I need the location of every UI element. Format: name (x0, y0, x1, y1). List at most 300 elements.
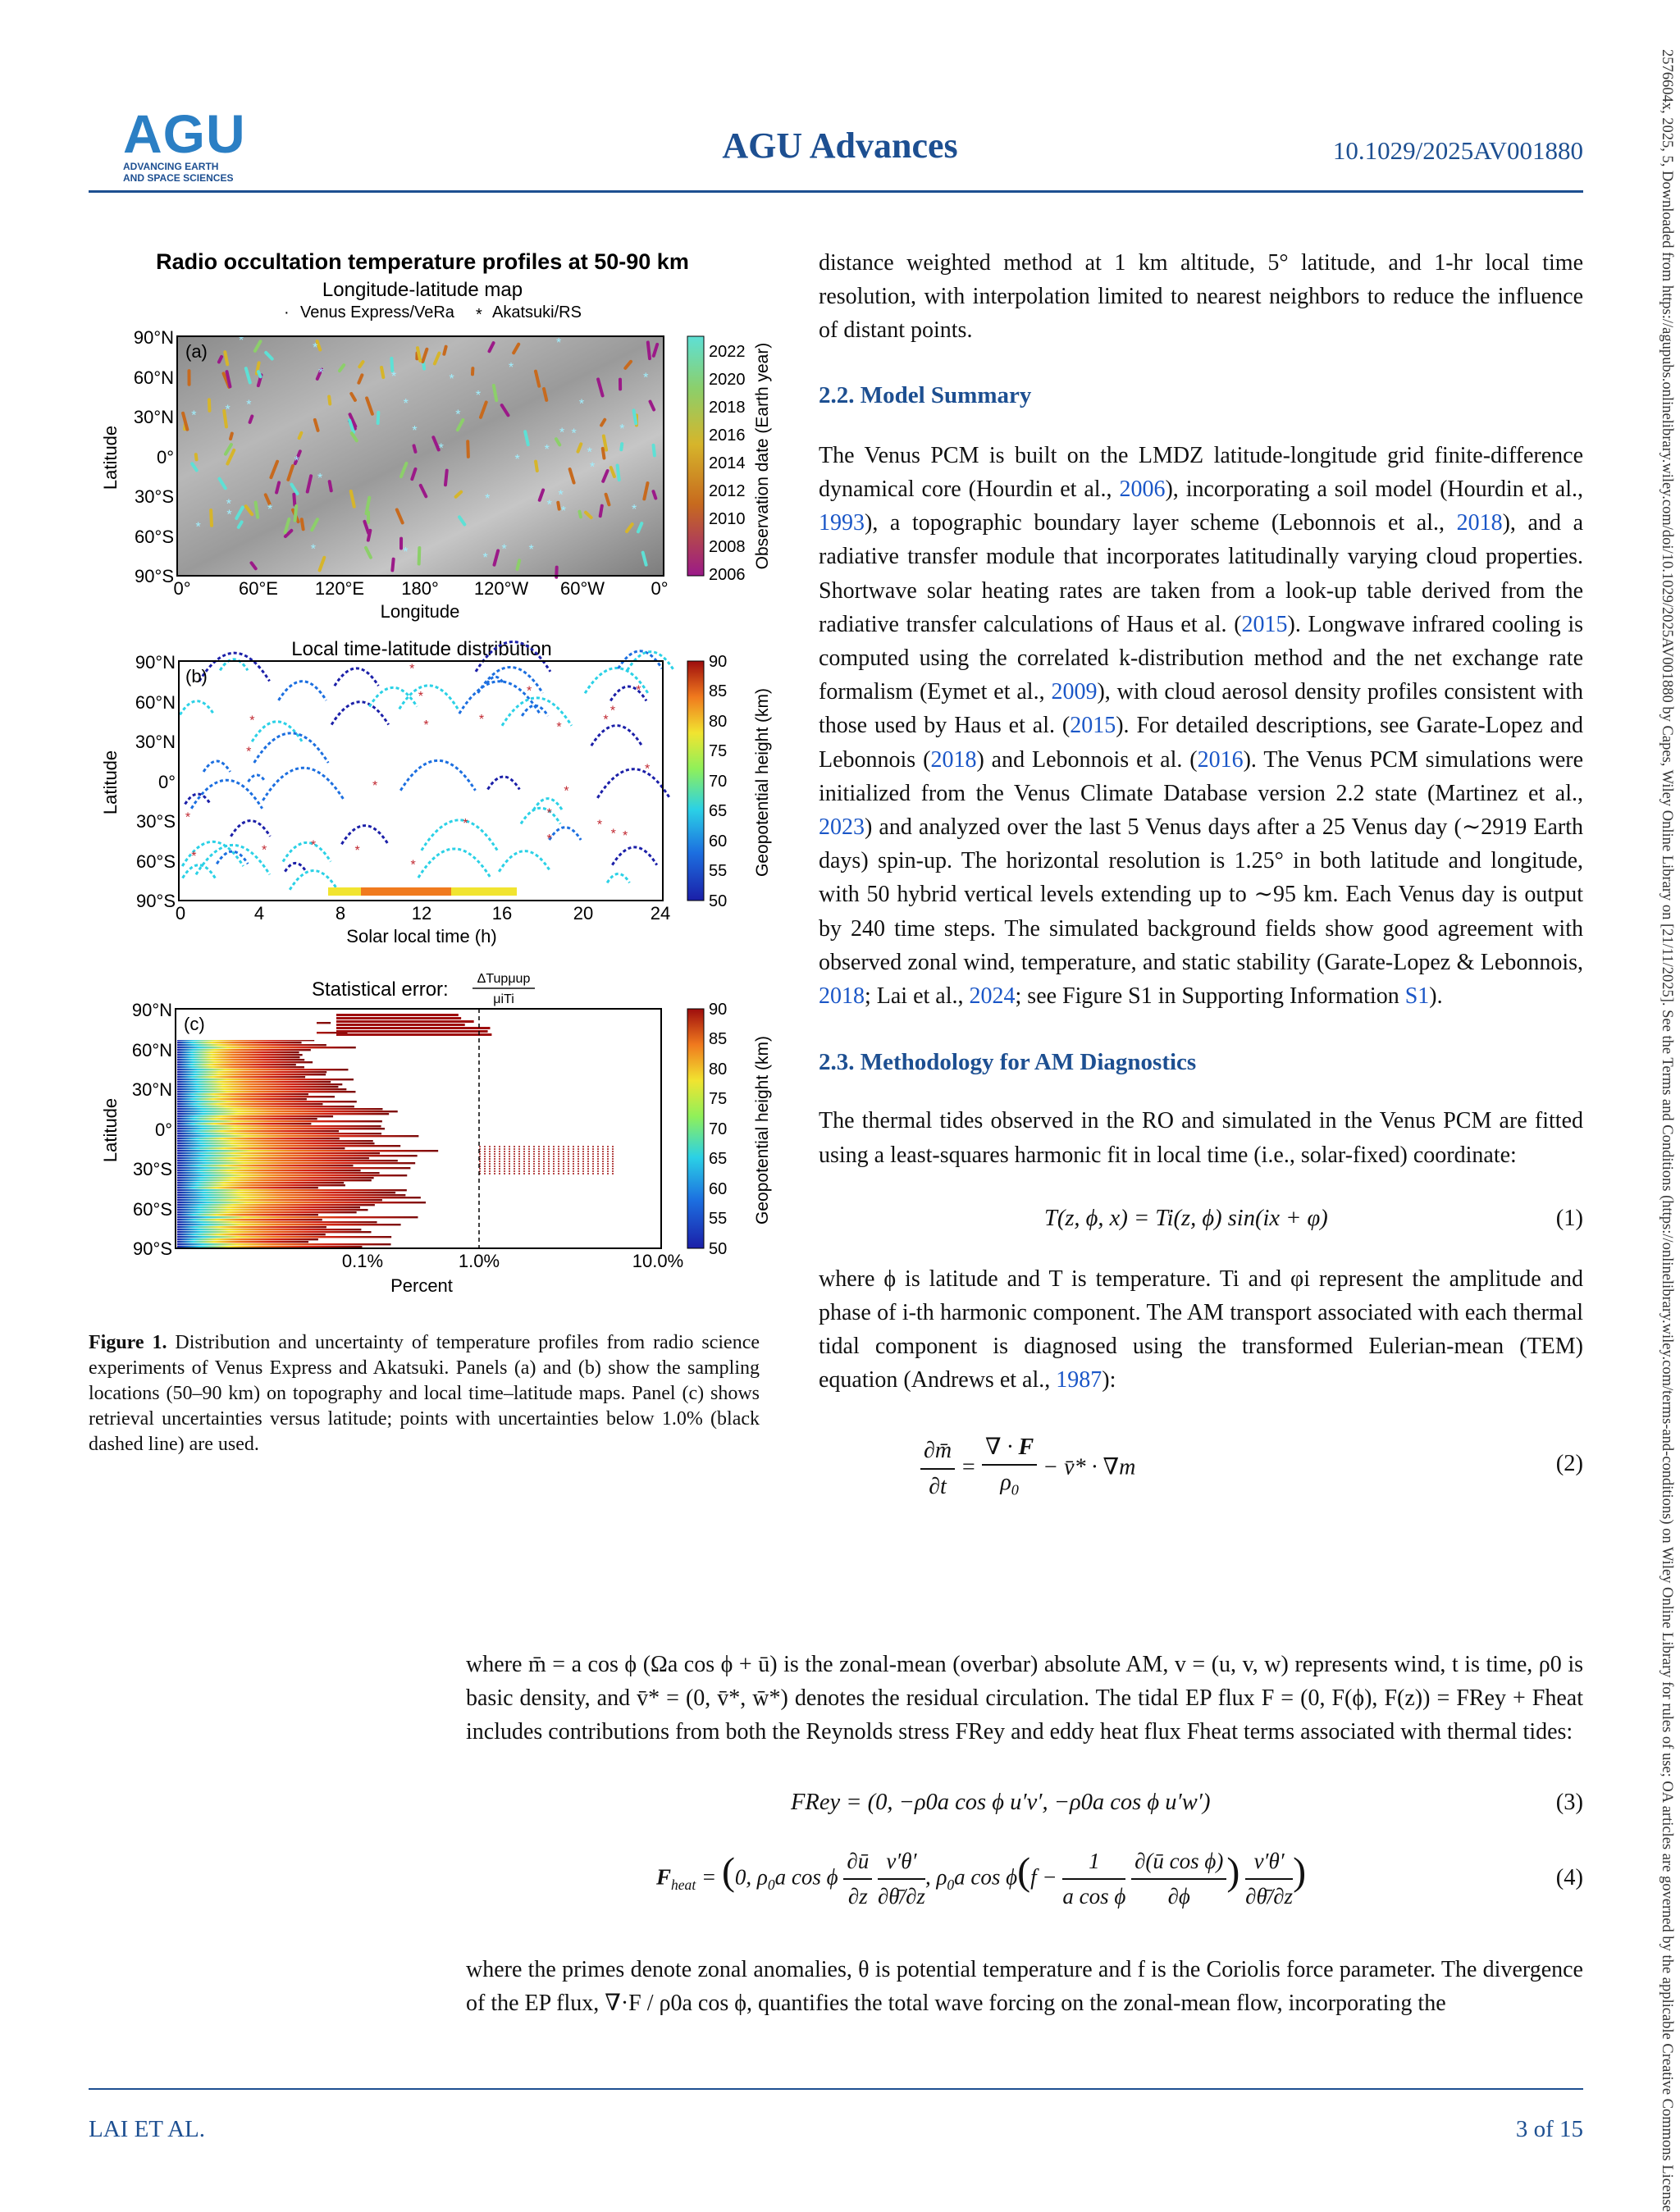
panel-a-star: * (294, 454, 299, 468)
journal-title: AGU Advances (0, 125, 1680, 166)
figure-title: Radio occultation temperature profiles at 50-90 km (156, 249, 689, 274)
panel-b-star: * (636, 683, 641, 697)
panel-c-row (177, 1071, 326, 1073)
panel-c-row (177, 1179, 372, 1181)
panel-b-ytick: 90°S (136, 891, 176, 911)
panel-c-row (177, 1204, 375, 1206)
panel-a-star: * (561, 504, 566, 518)
panel-a-track (209, 399, 210, 410)
panel-c-row (177, 1108, 382, 1110)
panel-c-row (177, 1098, 307, 1100)
paragraph-ep-divergence: where the primes denote zonal anomalies, θ is potential temperature and f is the Coriolis force parameter. The divergence of the EP flux, ∇·F / ρ0a cos ϕ, quantifies the total wave forcing on the zonal-mean flow, incorporating the (466, 1953, 1583, 2020)
panel-c-xtick: 10.0% (632, 1251, 683, 1271)
panel-a-cbar-tick: 2006 (709, 566, 746, 584)
panel-c-row (177, 1197, 421, 1198)
panel-c-polar-row (336, 1014, 459, 1016)
panel-b-star: * (262, 844, 267, 858)
panel-c-row (177, 1167, 410, 1169)
panel-c-subtitle-den: μiTi (493, 992, 514, 1006)
panel-c-ytick: 60°S (133, 1199, 172, 1220)
panel-c-row (177, 1172, 380, 1174)
panel-b-star: * (556, 721, 561, 735)
panel-c-row (177, 1133, 381, 1134)
doi-link[interactable]: 10.1029/2025AV001880 (1333, 136, 1583, 166)
citation-link[interactable]: 2023 (819, 814, 865, 840)
panel-c-colorbar-ticks (709, 1001, 727, 1258)
panel-a-star: * (226, 497, 231, 511)
panel-a-ytick: 0° (157, 447, 174, 467)
caption-text: Distribution and uncertainty of temperature profiles from radio science experiments of Venus Express and Akatsuki. Panels (a) and (b) show the sampling locations (50–90 km) on topography and local time–latitude maps. Panel (c) shows retrieval uncertainties versus latitude; points with uncertainties below 1.0% (black dashed line) are used. (89, 1332, 760, 1455)
panel-c-ytick: 30°S (133, 1159, 172, 1179)
panel-b-xtick: 0 (176, 903, 185, 924)
paragraph-harmonic-fit: The thermal tides observed in the RO and simulated in the Venus PCM are fitted using a least-squares harmonic fit in local time (i.e., solar-fixed) coordinate: (819, 1104, 1583, 1171)
panel-a-xtick: 120°E (315, 578, 364, 599)
panel-b-cbar-tick: 75 (709, 742, 727, 760)
citation-link[interactable]: 2006 (1119, 477, 1165, 502)
panel-a-star: * (191, 409, 196, 423)
panel-a-track (648, 342, 650, 358)
panel-a-subtitle: Longitude-latitude map (322, 279, 523, 301)
panel-c-row (177, 1219, 322, 1220)
panel-c-row (177, 1086, 338, 1088)
panel-b-ytick: 30°S (136, 811, 176, 832)
panel-c-xtick: 1.0% (459, 1251, 500, 1271)
panel-c-row (177, 1106, 354, 1107)
panel-b-star: * (372, 779, 377, 793)
panel-c-row (177, 1241, 308, 1243)
panel-b-tag: (b) (185, 666, 208, 686)
paragraph-model-summary: The Venus PCM is built on the LMDZ latitude-longitude grid finite-difference dynamical core (Hourdin et al., 2006), incorporating a soil model (Hourdin et al., 1993), a topographic boundary layer scheme (Lebonnois et al., 2018), and a radiative transfer module that incorporates latitudinally varying cloud properties. Shortwave solar heating rates are taken from a look-up table derived from the radiative transfer calculations of Haus et al. (2015). Longwave infrared cooling is computed using the correlated k-distribution method and the net exchange rate formalism (Eymet et al., 2009), with cloud aerosol density profiles consistent with those used by Haus et al. (2015). For detailed descriptions, see Garate-Lopez and Lebonnois (2018) and Lebonnois et al. (2016). The Venus PCM simulations were initialized from the Venus Climate Database version 2.2 state (Martinez et al., 2023) and analyzed over the last 5 Venus days after a 25 Venus day (∼2919 Earth days) spin-up. The horizontal resolution is 1.25° in both latitude and longitude, with 50 hybrid vertical levels extending up to ∼95 km. Each Venus day is output by 240 time steps. The simulated background fields show good agreement with observed zonal wind, temperature, and static stability (Garate-Lopez & Lebonnois, 2018; Lai et al., 2024; see Figure S1 in Supporting Information S1). (819, 439, 1583, 1013)
panel-a-track (250, 416, 253, 422)
panel-a-track (419, 548, 420, 564)
panel-c-row (177, 1069, 348, 1070)
panel-a-star: * (509, 361, 514, 375)
panel-a-map (177, 334, 664, 577)
panel-a-star: * (317, 472, 322, 486)
panel-a-track (381, 367, 383, 377)
panel-c-cbar-tick: 80 (709, 1060, 727, 1079)
panel-a-track (653, 491, 655, 498)
panel-a-cbar-tick: 2012 (709, 482, 746, 500)
full-width-text (466, 1648, 1583, 2020)
equation-2-number: (2) (1556, 1447, 1583, 1480)
panel-a-star: * (572, 426, 577, 440)
panel-a-legend-vera: Venus Express/VeRa (300, 303, 455, 322)
panel-a-cbar-tick: 2008 (709, 538, 746, 556)
panel-c-row (177, 1152, 380, 1154)
footer-authors: LAI ET AL. (89, 2116, 205, 2143)
panel-a-star: * (559, 426, 564, 440)
panel-c-row (177, 1118, 317, 1120)
citation-link[interactable]: 2018 (819, 983, 865, 1009)
panel-c-row (177, 1182, 344, 1184)
panel-c-row (177, 1221, 377, 1223)
panel-c-row (177, 1157, 369, 1159)
panel-c-row (177, 1234, 326, 1235)
panel-c-row (177, 1140, 373, 1142)
panel-c-row (177, 1101, 357, 1102)
panel-b-xtick: 8 (336, 903, 345, 924)
panel-a-star: * (501, 542, 506, 556)
panel-b-ytick: 60°N (135, 692, 176, 713)
panel-a-track (634, 410, 637, 423)
panel-a-track (536, 462, 537, 471)
panel-a-track (414, 445, 416, 451)
panel-b-colorbar-ticks (709, 653, 727, 910)
panel-c-yticks (132, 1000, 172, 1259)
panel-c-row (177, 1088, 346, 1090)
panel-a-star: * (455, 408, 460, 422)
panel-a-track (603, 449, 605, 458)
panel-c-ytick: 0° (155, 1120, 172, 1140)
panel-c-row (177, 1206, 360, 1208)
panel-b-star: * (564, 784, 568, 798)
panel-a-star: * (267, 503, 272, 517)
panel-c-polar-row (336, 1030, 488, 1033)
panel-a-track (231, 434, 232, 439)
panel-b-band (361, 887, 451, 896)
panel-a-cbar-tick: 2020 (709, 371, 746, 389)
panel-b-ytick: 30°N (135, 732, 176, 752)
panel-a-colorbar-label: Observation date (Earth year) (753, 343, 772, 570)
citation-link[interactable]: 1993 (819, 510, 865, 536)
panel-a-ytick: 90°S (135, 566, 174, 586)
citation-link[interactable]: 2009 (1051, 679, 1097, 705)
equation-1-number: (1) (1556, 1202, 1583, 1235)
panel-c-row (177, 1096, 335, 1097)
panel-c-row (177, 1226, 326, 1228)
panel-c-row (177, 1051, 299, 1053)
panel-a-cbar-tick: 2014 (709, 454, 746, 472)
panel-b-star: * (246, 746, 251, 759)
panel-b-cbar-tick: 85 (709, 682, 727, 700)
panel-a-ytick: 60°S (135, 527, 174, 547)
panel-b-cbar-tick: 70 (709, 773, 727, 791)
panel-a-tag: (a) (185, 341, 208, 362)
panel-a-star: * (476, 389, 481, 403)
panel-b-colorbar (687, 661, 704, 901)
panel-a-track (211, 510, 212, 526)
figure-1-caption (89, 1330, 760, 1457)
panel-a-star: * (313, 341, 317, 355)
panel-a-xtick: 0° (173, 578, 190, 599)
equation-4-body: $F_{heat} = (0$, $\rho_0a$ cos ϕ $\frac{\partial ū}{\partial z}$ $\frac{v'\theta'}{\partial\thetā/\partial z}$ , $\rho_0a$ cos ϕ(f − $\frac{1}{\text{a cos ϕ}}$ $\frac{\text{∂(ū cos ϕ)}}{\partial\phi}$ ) $\frac{v'\theta'}{\partial\thetā/\partial z}$ ) (656, 1845, 1306, 1913)
panel-c-row (177, 1194, 405, 1196)
panel-c-row (177, 1081, 331, 1083)
panel-c-row (177, 1130, 339, 1132)
equation-2-body: $\frac{\partial m̄}{\partial t}$ = $\frac{\nabla \cdot F}{\rho_0}$ − v̄* · ∇m (920, 1430, 1135, 1507)
panel-a-xticks (173, 578, 668, 599)
panel-c-row (177, 1120, 382, 1122)
panel-c-ytick: 90°N (132, 1000, 172, 1020)
citation-link[interactable]: 2024 (970, 983, 1016, 1009)
panel-a-cbar-tick: 2010 (709, 510, 746, 528)
panel-c-row (177, 1165, 354, 1166)
citation-link[interactable]: 2018 (930, 747, 976, 773)
panel-b-star: * (463, 817, 468, 831)
panel-b-star: * (479, 713, 484, 727)
agu-logo-tagline-2: AND SPACE SCIENCES (123, 172, 246, 184)
panel-a-track (444, 347, 445, 354)
panel-c-xlabel: Percent (390, 1275, 453, 1296)
panel-c-row (177, 1224, 401, 1225)
panel-b-star: * (623, 829, 628, 843)
panel-a-track (302, 519, 304, 529)
panel-c-row (177, 1216, 418, 1218)
panel-a-star: * (403, 545, 408, 559)
panel-a-ytick: 90°N (134, 327, 174, 348)
panel-a-xtick: 60°E (239, 578, 278, 599)
agu-logo-tagline-1: ADVANCING EARTH (123, 161, 246, 172)
panel-c-colorbar (687, 1009, 704, 1248)
citation-link[interactable]: 2015 (1242, 612, 1288, 637)
panel-a-yticks (134, 327, 174, 586)
panel-c-ytick: 60°N (132, 1040, 172, 1060)
panel-b-ytick: 90°N (135, 652, 176, 673)
panel-b-xticks (176, 903, 670, 924)
panel-a-star: * (449, 372, 454, 386)
panel-c-row (177, 1047, 356, 1048)
equation-1 (819, 1192, 1583, 1241)
panel-b-cbar-tick: 90 (709, 653, 727, 671)
equation-2 (819, 1422, 1583, 1504)
panel-a-star: * (632, 503, 637, 517)
panel-c-row (177, 1231, 372, 1233)
panel-c-row (177, 1147, 345, 1149)
panel-c-row (177, 1061, 313, 1063)
right-column (819, 246, 1583, 1504)
panel-c-row (177, 1135, 418, 1137)
panel-c-xtick: 0.1% (342, 1251, 383, 1271)
panel-c-row (177, 1184, 345, 1186)
panel-a-star: * (318, 366, 323, 380)
panel-a-ytick: 30°S (135, 486, 174, 507)
panel-c-polar-row (336, 1024, 465, 1026)
panel-a-cbar-tick: 2016 (709, 426, 746, 445)
panel-b-cbar-tick: 65 (709, 802, 727, 820)
panel-a-track (654, 445, 655, 456)
panel-c-row (177, 1160, 398, 1161)
panel-b-star: * (527, 684, 532, 698)
panel-c-colorbar-label: Geopotential height (km) (753, 1036, 772, 1225)
panel-a-star: * (579, 397, 584, 411)
panel-b-star: * (311, 838, 316, 852)
panel-c-row (177, 1113, 389, 1115)
panel-c-cbar-tick: 70 (709, 1120, 727, 1138)
panel-a-track (256, 503, 258, 518)
panel-c-row (177, 1125, 381, 1127)
panel-c-row (177, 1064, 296, 1065)
panel-a-cbar-tick: 2022 (709, 343, 746, 361)
download-notice: 2576604x, 2025, 5, Downloaded from https://agupubs.onlinelibrary.wiley.com/doi/10.1029/2025AV001880 by Capes, Wiley Online Library on [21/11/2025]. See the Terms and Conditions (https://onlinelibrary.wiley.com/terms-and-conditions) on Wiley Online Library for rules of use; OA articles are governed by the applicable Creative Commons License (1658, 49, 1675, 2212)
panel-b-star: * (603, 713, 608, 727)
panel-b-ytick: 0° (158, 772, 176, 792)
equation-3-body: FRey = (0, −ρ0a cos ϕ u′v′, −ρ0a cos ϕ u′w′) (791, 1786, 1210, 1819)
panel-c-row (177, 1177, 374, 1179)
panel-b-cbar-tick: 50 (709, 892, 727, 910)
panel-c-ylabel: Latitude (100, 1098, 121, 1162)
panel-b-star: * (546, 806, 551, 820)
panel-a-ytick: 60°N (134, 367, 174, 388)
panel-c-row (177, 1189, 407, 1191)
panel-a-star: * (643, 371, 648, 385)
panel-a-star: * (619, 422, 624, 436)
panel-b-star: * (191, 850, 196, 864)
panel-a-star: * (311, 543, 316, 557)
panel-b-ylabel: Latitude (100, 750, 121, 814)
panel-b-star: * (249, 714, 254, 728)
panel-a-star: * (482, 551, 487, 565)
panel-c-row (177, 1054, 303, 1056)
panel-c-plot (176, 1009, 661, 1248)
panel-a-star: * (391, 370, 396, 384)
panel-a-track (600, 506, 602, 517)
panel-a-xtick: 60°W (560, 578, 605, 599)
citation-link[interactable]: 2015 (1070, 713, 1116, 738)
panel-c-polar-row (336, 1027, 490, 1029)
panel-a-legend-vera-marker: · (284, 303, 290, 322)
panel-c-row (177, 1049, 311, 1051)
agu-logo-mark: AGU (123, 107, 246, 161)
panel-c-row (177, 1115, 333, 1117)
panel-a-track (330, 481, 331, 490)
panel-c-row (177, 1202, 426, 1203)
supporting-info-link[interactable]: S1 (1405, 983, 1430, 1009)
panel-c-subtitle: Statistical error: (312, 978, 449, 1001)
equation-1-body: T(z, ϕ, x) = Ti(z, ϕ) sin(ix + φ) (1044, 1202, 1328, 1235)
panel-b-cbar-tick: 55 (709, 862, 727, 880)
panel-a-star: * (246, 399, 251, 413)
panel-c-row (177, 1214, 318, 1215)
equation-4-number: (4) (1556, 1861, 1583, 1895)
panel-c-row (177, 1076, 305, 1078)
panel-c-row (177, 1066, 304, 1068)
panel-b-cbar-tick: 60 (709, 832, 727, 851)
panel-c-row (177, 1170, 361, 1171)
panel-b-colorbar-label: Geopotential height (km) (753, 688, 772, 877)
panel-c-row (177, 1138, 340, 1139)
panel-a-track (621, 444, 622, 449)
panel-c-row (177, 1093, 308, 1095)
citation-link[interactable]: 2016 (1198, 747, 1244, 773)
panel-a-star: * (195, 521, 200, 535)
panel-c-polar-row (336, 1033, 491, 1036)
panel-a-star: * (239, 334, 244, 348)
panel-c-ytick: 30°N (132, 1079, 172, 1100)
panel-c-row (177, 1238, 318, 1240)
panel-c-row (177, 1083, 342, 1085)
panel-c-cbar-tick: 85 (709, 1030, 727, 1048)
panel-a-colorbar-ticks (709, 343, 746, 584)
panel-a-track (378, 413, 379, 423)
panel-b-star: * (597, 819, 602, 832)
panel-c-xticks (342, 1251, 683, 1271)
panel-a-track (295, 506, 297, 521)
panel-a-star: * (404, 397, 409, 411)
panel-c-row (177, 1091, 355, 1092)
panel-a-star: * (556, 336, 561, 350)
panel-c-row (177, 1059, 304, 1060)
panel-c-subtitle-num: ΔTupμup (477, 972, 531, 986)
footer-rule (89, 2088, 1583, 2090)
panel-b-xlabel: Solar local time (h) (346, 926, 496, 946)
panel-c-row (177, 1209, 368, 1211)
panel-a-xtick: 120°W (474, 578, 529, 599)
panel-b-star: * (547, 832, 552, 846)
paragraph-ep-flux: where m̄ = a cos ϕ (Ωa cos ϕ + ū) is the zonal-mean (overbar) absolute AM, v = (u, v, w) represents wind, t is time, ρ0 is basic density, and v̄* = (0, v̄*, w̄*) denotes the residual circulation. The tidal EP flux F = (0, F(ϕ), F(z)) = FRey + Fheat includes contributions from both the Reynolds stress FRey and eddy heat flux Fheat terms associated with thermal tides: (466, 1648, 1583, 1749)
equation-4 (466, 1838, 1583, 1920)
panel-b-star: * (423, 718, 428, 732)
panel-a-track (258, 372, 261, 376)
panel-c-row (177, 1150, 438, 1152)
panel-c-row (177, 1192, 395, 1193)
citation-link[interactable]: 2018 (1457, 510, 1503, 536)
panel-c-row (177, 1145, 400, 1147)
panel-a-star: * (225, 403, 230, 417)
panel-a-star: * (514, 453, 519, 467)
panel-a-star: * (439, 442, 444, 456)
panel-a-star: * (590, 460, 595, 474)
panel-a-track (391, 358, 392, 371)
panel-c-cbar-tick: 50 (709, 1240, 727, 1258)
panel-a-ytick: 30°N (134, 407, 174, 427)
panel-c-row (177, 1111, 398, 1112)
panel-a-star: * (587, 445, 592, 459)
paragraph-interpolation: distance weighted method at 1 km altitude, 5° latitude, and 1-hr local time resolution, with interpolation limited to nearest neighbors to reduce the influence of distant points. (819, 246, 1583, 348)
panel-b-ytick: 60°S (136, 851, 176, 872)
panel-b-star: * (418, 690, 423, 704)
panel-a-track (196, 454, 197, 459)
panel-b-star: * (185, 810, 190, 824)
panel-c-row (177, 1236, 391, 1238)
panel-c-row (177, 1162, 415, 1164)
panel-b-star: * (645, 763, 650, 777)
equation-3 (466, 1779, 1583, 1825)
panel-a-legend-rs: Akatsuki/RS (492, 303, 582, 322)
panel-c-row (177, 1103, 322, 1105)
panel-a-track (618, 466, 619, 481)
panel-c-polar-row (336, 1017, 461, 1019)
panel-b-cbar-tick: 80 (709, 713, 727, 731)
panel-b-xtick: 16 (492, 903, 512, 924)
panel-a-ylabel: Latitude (100, 426, 121, 490)
panel-c-row (177, 1174, 407, 1176)
panel-a-star: * (545, 443, 550, 457)
panel-c-polar-row (336, 1020, 474, 1023)
citation-link[interactable]: 1987 (1056, 1367, 1102, 1393)
panel-c-row (177, 1044, 326, 1046)
panel-a-star: * (226, 509, 231, 522)
panel-a-star: * (528, 543, 533, 557)
panel-b-star: * (409, 663, 414, 677)
panel-a-star: * (412, 424, 417, 438)
panel-a-track (225, 352, 227, 364)
caption-label: Figure 1. (89, 1332, 167, 1353)
panel-b-xtick: 12 (412, 903, 431, 924)
panel-a-xtick: 0° (651, 578, 668, 599)
header-rule (89, 190, 1583, 193)
panel-a-track (299, 433, 302, 438)
panel-c-row (177, 1211, 357, 1213)
panel-c-tag: (c) (184, 1014, 205, 1034)
panel-c-row (177, 1074, 326, 1075)
panel-a-track (329, 396, 330, 404)
panel-c-cbar-tick: 65 (709, 1150, 727, 1168)
panel-a-legend-rs-marker: * (476, 306, 482, 324)
panel-c-cbar-tick: 60 (709, 1180, 727, 1198)
panel-c-ytick: 90°S (133, 1238, 172, 1259)
panel-c-row (177, 1123, 311, 1124)
